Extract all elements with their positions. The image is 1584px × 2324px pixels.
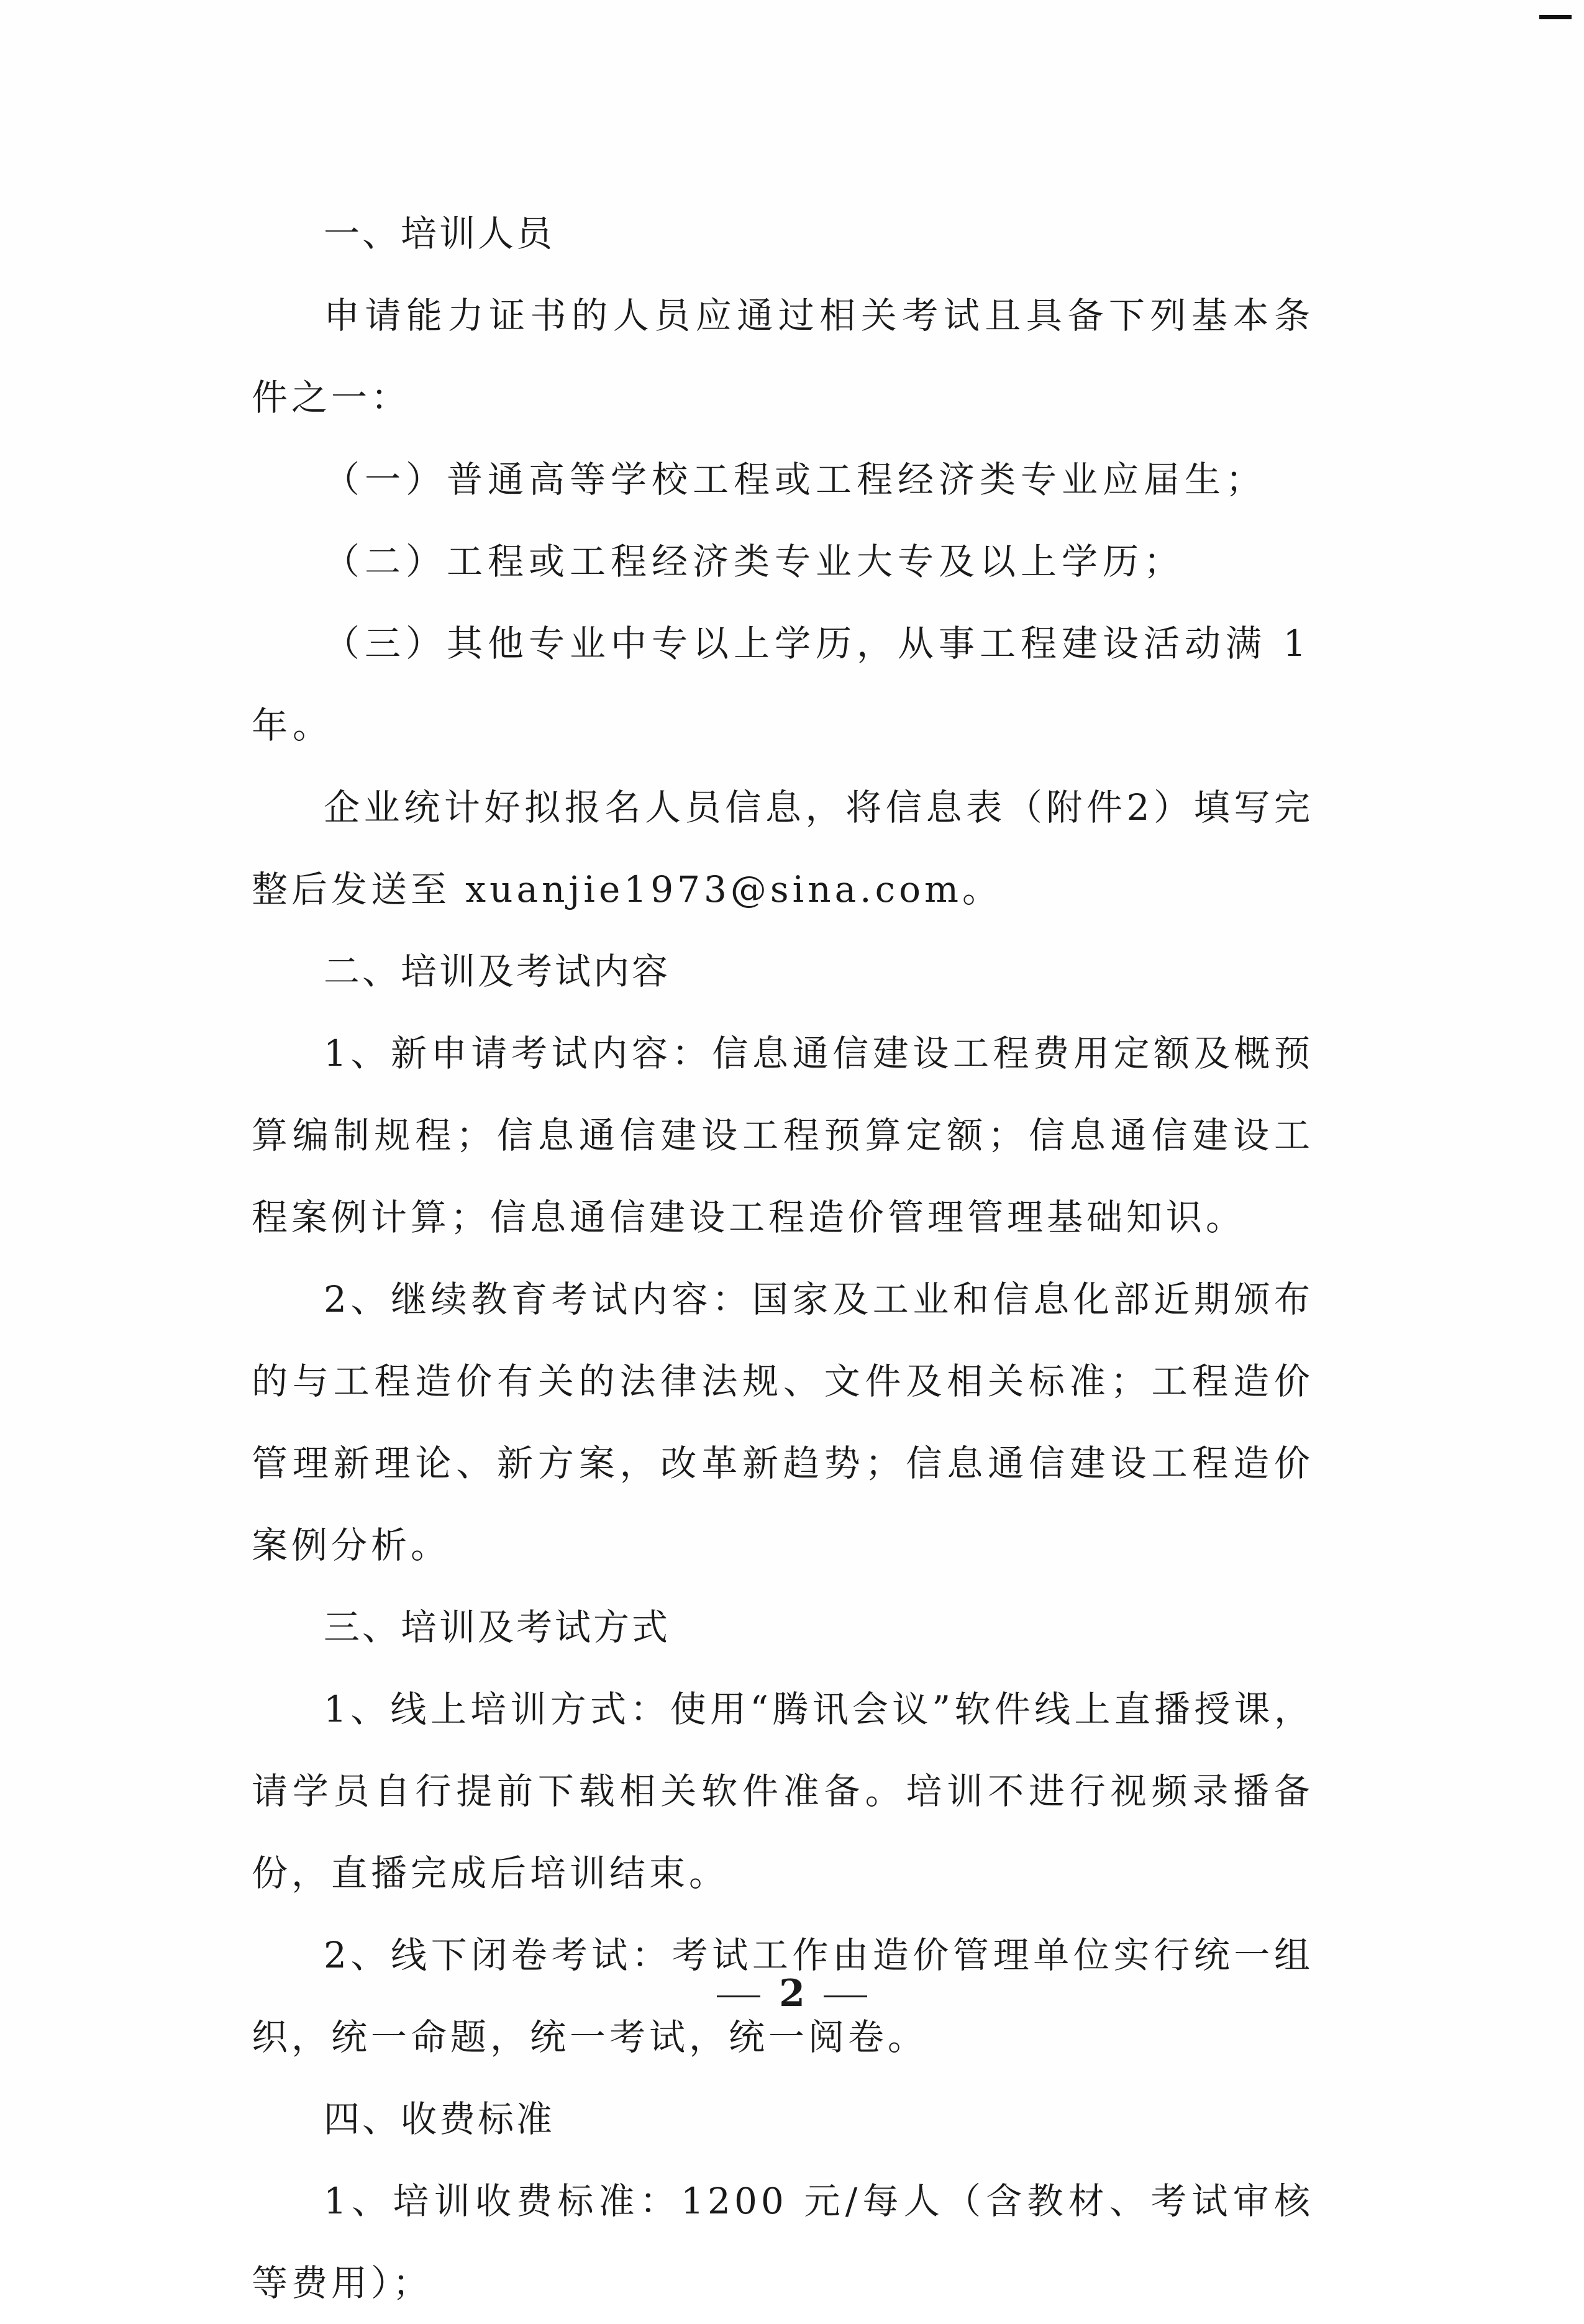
section-heading-fee-standard: 四、收费标准 <box>324 2098 555 2140</box>
section-heading-training-method: 三、培训及考试方式 <box>324 1606 671 1648</box>
page-number-footer <box>0 1972 1584 2015</box>
section-intro: 申请能力证书的人员应通过相关考试且具备下列基本条件之一： <box>252 294 1314 419</box>
registration-note: 企业统计好拟报名人员信息，将信息表（附件2）填写完整后发送至 xuanjie1973@sina.com。 <box>252 786 1314 910</box>
condition-item-1: （一）普通高等学校工程或工程经济类专业应届生； <box>324 458 1267 501</box>
section-heading-training-content: 二、培训及考试内容 <box>324 950 671 992</box>
offline-exam-method: 2、线下闭卷考试：考试工作由造价管理单位实行统一组织，统一命题，统一考试，统一阅卷。 <box>252 1934 1314 2058</box>
new-application-exam-content: 1、新申请考试内容：信息通信建设工程费用定额及概预算编制规程；信息通信建设工程预算定额；信息通信建设工程案例计算；信息通信建设工程造价管理管理基础知识。 <box>252 1032 1314 1238</box>
section-heading-training-personnel: 一、培训人员 <box>324 212 555 255</box>
condition-item-3: （三）其他专业中专以上学历，从事工程建设活动满 1 年。 <box>252 622 1311 747</box>
scan-corner-mark <box>1539 15 1572 19</box>
online-training-method: 1、线上培训方式：使用“腾讯会议”软件线上直播授课，请学员自行提前下载相关软件准备。培训不进行视频录播备份，直播完成后培训结束。 <box>252 1688 1314 1894</box>
condition-item-2: （二）工程或工程经济类专业大专及以上学历； <box>324 540 1185 583</box>
footer-dash-left <box>717 1995 760 1997</box>
training-fee-standard: 1、培训收费标准：1200 元/每人（含教材、考试审核等费用）； <box>252 2180 1314 2304</box>
page-number: 2 <box>779 1972 805 2015</box>
continuing-education-exam-content: 2、继续教育考试内容：国家及工业和信息化部近期颁布的与工程造价有关的法律法规、文件及相关标准；工程造价管理新理论、新方案，改革新趋势；信息通信建设工程造价案例分析。 <box>252 1278 1314 1566</box>
footer-dash-right <box>824 1995 867 1997</box>
